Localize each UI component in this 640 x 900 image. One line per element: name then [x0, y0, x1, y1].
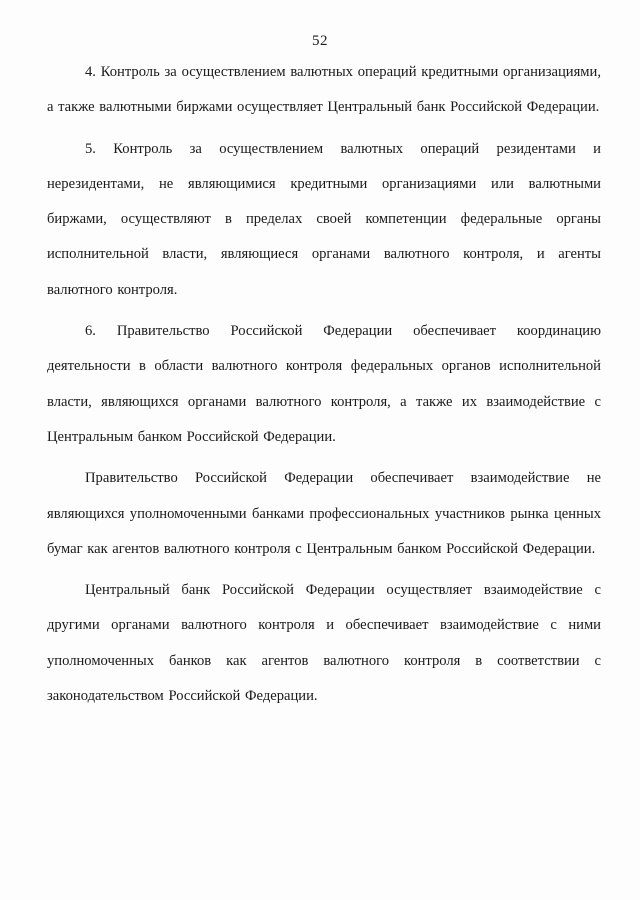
paragraph-government-interaction: Правительство Российской Федерации обеспечивает взаимодействие не являющихся уполномоченными банками профессиональных участников рынка ценных бумаг как агентов валютного контроля с Центральным банком Российской Федерации.	[47, 470, 601, 557]
paragraph-4-central-bank-control: 4. Контроль за осуществлением валютных операций кредитными организациями, а также валютными биржами осуществляет Центральный банк Российской Федерации.	[47, 64, 601, 116]
paragraph-6-government-coordination: 6. Правительство Российской Федерации обеспечивает координацию деятельности в области валютного контроля федеральных органов исполнительной власти, являющихся органами валютного контроля, а также их взаимодействие с Центральным банком Российской Федерации.	[47, 323, 601, 445]
paragraph-central-bank-interaction: Центральный банк Российской Федерации осуществляет взаимодействие с другими органами валютного контроля и обеспечивает взаимодействие с ними уполномоченных банков как агентов валютного контроля в соответствии с законодательством Российской Федерации.	[47, 582, 601, 705]
page-number: 52	[312, 33, 328, 49]
paragraph-5-residents-control: 5. Контроль за осуществлением валютных операций резидентами и нерезидентами, не являющимися кредитными организациями или валютными биржами, осуществляют в пределах своей компетенции федеральные органы исполнительной власти, являющиеся органами валютного контроля, и агенты валютного контроля.	[47, 140, 601, 298]
document-body	[47, 55, 601, 720]
